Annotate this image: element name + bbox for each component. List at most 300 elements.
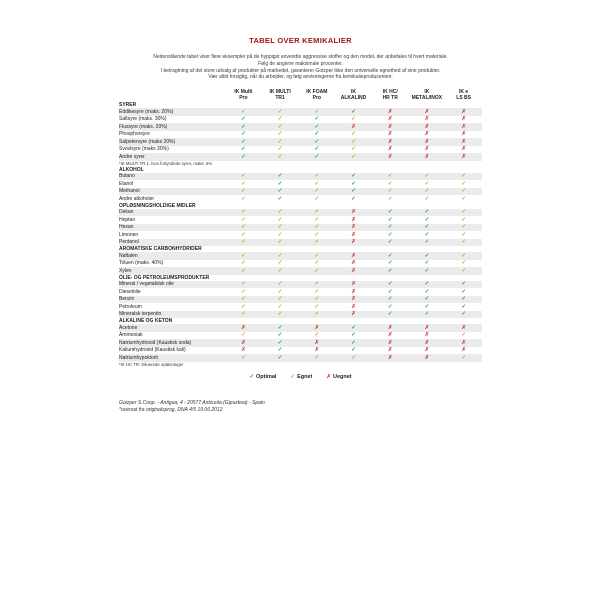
check-icon-egnet: ✓: [314, 180, 320, 187]
mark-cell: [445, 354, 482, 362]
column-header-line1: IK HC/: [382, 89, 398, 96]
row-label: Eddikesyre (maks. 20%): [119, 108, 225, 116]
mark-cell: [409, 153, 446, 161]
check-icon-egnet: ✓: [277, 311, 283, 318]
chemicals-table: [119, 89, 482, 368]
check-icon-egnet: ✓: [277, 209, 283, 216]
table-row: [119, 347, 482, 355]
x-icon-uegnet: ✗: [461, 123, 466, 130]
mark-cell: [445, 339, 482, 347]
check-icon-optimal: ✓: [277, 354, 283, 361]
check-icon-egnet: ✓: [461, 180, 466, 187]
check-icon-optimal: ✓: [241, 146, 246, 153]
x-icon-uegnet: ✗: [351, 239, 356, 246]
check-icon-optimal: ✓: [387, 216, 393, 223]
check-icon-egnet: ✓: [241, 332, 246, 339]
table-row: [119, 339, 482, 347]
intro-line-3: I betragtning af det store udvalg af produkter på markedet, garanterer Goizper ikke den universelle egnethed af sine produkter.: [160, 67, 441, 74]
x-icon-uegnet: ✗: [387, 138, 393, 145]
section-footnote: *IK HC TR: Diluerede opløsninger: [119, 362, 482, 368]
row-label: Etanol: [119, 180, 134, 187]
row-label: Flussyre (maks. 20%): [119, 123, 225, 131]
mark-cell: [409, 188, 446, 196]
mark-cell: [335, 188, 372, 196]
check-icon-optimal: ✓: [387, 260, 393, 267]
check-icon-egnet: ✓: [461, 260, 466, 267]
check-icon-optimal: ✓: [387, 239, 393, 246]
row-label: Natriumhypoklorit: [119, 354, 225, 362]
mark-cell: [298, 339, 335, 347]
x-icon-uegnet: ✗: [424, 116, 430, 123]
column-header-2: [262, 89, 299, 101]
check-icon-optimal: ✓: [314, 146, 320, 153]
check-icon-egnet: ✓: [314, 252, 320, 259]
mark-cell: [335, 260, 372, 268]
mark-cell: [335, 239, 372, 247]
check-icon-optimal: ✓: [351, 339, 356, 346]
check-icon-optimal: ✓: [461, 288, 466, 295]
mark-cell: [445, 296, 482, 304]
check-icon-egnet: ✓: [241, 231, 246, 238]
mark-cell: [409, 252, 446, 260]
mark-cell: [225, 108, 262, 116]
page-footer: [119, 400, 482, 414]
column-header-line2: METAL/INOX: [411, 95, 443, 102]
mark-cell: [409, 131, 446, 139]
check-icon-egnet: ✓: [290, 373, 296, 380]
mark-cell: [298, 239, 335, 247]
column-header-line2: Pro: [312, 95, 321, 102]
x-icon-uegnet: ✗: [387, 131, 393, 138]
mark-cell: [225, 267, 262, 275]
mark-cell: [298, 347, 335, 355]
mark-cell: [445, 131, 482, 139]
check-icon-optimal: ✓: [314, 138, 320, 145]
column-header-3: [298, 89, 335, 101]
check-icon-egnet: ✓: [314, 209, 320, 216]
legend-label: Uegnet: [332, 373, 352, 380]
table-row: [119, 224, 482, 232]
table-row: [119, 267, 482, 275]
mark-cell: [445, 209, 482, 217]
mark-cell: [262, 339, 299, 347]
check-icon-optimal: ✓: [424, 311, 430, 318]
footer-address: Goizper S.Coop. - Antigua, 4 - 20577 Antzuola (Gipuzkoa) - Spain: [119, 399, 265, 406]
mark-cell: [445, 239, 482, 247]
mark-cell: [445, 347, 482, 355]
x-icon-uegnet: ✗: [387, 153, 393, 160]
section-header: AROMATISKE CARBONHYDRIDER: [119, 246, 482, 252]
check-icon-optimal: ✓: [424, 252, 430, 259]
mark-cell: [225, 173, 262, 181]
legend-label: Egnet: [297, 373, 313, 380]
column-header-line2: LS BS: [456, 95, 471, 102]
check-icon-egnet: ✓: [387, 180, 393, 187]
x-icon-uegnet: ✗: [461, 153, 466, 160]
mark-cell: [372, 339, 409, 347]
mark-cell: [445, 123, 482, 131]
mark-cell: [262, 281, 299, 289]
row-label: Butano: [119, 173, 225, 181]
x-icon-uegnet: ✗: [424, 123, 430, 130]
mark-cell: [445, 138, 482, 146]
check-icon-egnet: ✓: [277, 267, 283, 274]
intro-line-4: Vær altid forsigtig, når du arbejder, og følg anvisningerne fra kemikalieproducenten.: [208, 74, 393, 81]
check-icon-egnet: ✓: [241, 354, 246, 361]
mark-cell: [372, 209, 409, 217]
check-icon-egnet: ✓: [351, 131, 356, 138]
check-icon-egnet: ✓: [277, 288, 283, 295]
mark-cell: [372, 138, 409, 146]
mark-cell: [372, 108, 409, 116]
check-icon-optimal: ✓: [461, 311, 466, 318]
mark-cell: [372, 354, 409, 362]
mark-cell: [335, 281, 372, 289]
mark-cell: [262, 267, 299, 275]
row-label: Andre syrer: [119, 153, 225, 161]
check-icon-egnet: ✓: [387, 188, 393, 195]
row-label: Toluen (maks. 40%): [119, 260, 164, 267]
table-row: [119, 188, 482, 196]
row-label: Methanol: [119, 188, 225, 196]
mark-cell: [225, 131, 262, 139]
row-label: Xylen: [119, 267, 225, 275]
check-icon-optimal: ✓: [424, 209, 430, 216]
row-label: Svovlsyre (maks 30%): [119, 146, 169, 153]
check-icon-optimal: ✓: [314, 116, 320, 123]
table-row: [119, 281, 482, 289]
mark-cell: [445, 116, 482, 124]
check-icon-optimal: ✓: [277, 188, 283, 195]
mark-cell: [262, 153, 299, 161]
mark-cell: [372, 188, 409, 196]
mark-cell: [262, 123, 299, 131]
header-corner: [119, 89, 225, 101]
mark-cell: [262, 209, 299, 217]
mark-cell: [225, 252, 262, 260]
check-icon-egnet: ✓: [314, 173, 320, 180]
check-icon-egnet: ✓: [314, 239, 320, 246]
check-icon-optimal: ✓: [314, 153, 320, 160]
mark-cell: [262, 188, 299, 196]
column-header-4: [335, 89, 372, 101]
mark-cell: [445, 267, 482, 275]
x-icon-uegnet: ✗: [461, 347, 466, 354]
x-icon-uegnet: ✗: [424, 332, 430, 339]
mark-cell: [262, 116, 299, 124]
x-icon-uegnet: ✗: [387, 332, 393, 339]
mark-cell: [445, 231, 482, 239]
mark-cell: [335, 296, 372, 304]
mark-cell: [335, 173, 372, 181]
mark-cell: [298, 296, 335, 304]
check-icon-optimal: ✓: [461, 296, 466, 303]
x-icon-uegnet: ✗: [387, 123, 393, 130]
check-icon-egnet: ✓: [277, 252, 283, 259]
mark-cell: [445, 224, 482, 232]
check-icon-egnet: ✓: [277, 296, 283, 303]
check-icon-egnet: ✓: [241, 281, 246, 288]
mark-cell: [445, 303, 482, 311]
check-icon-optimal: ✓: [241, 116, 246, 123]
mark-cell: [225, 216, 262, 224]
mark-cell: [335, 153, 372, 161]
mark-cell: [409, 347, 446, 355]
mark-cell: [445, 252, 482, 260]
x-icon-uegnet: ✗: [241, 339, 246, 346]
table-row: [119, 288, 482, 296]
check-icon-optimal: ✓: [277, 347, 283, 354]
x-icon-uegnet: ✗: [424, 347, 430, 354]
table-row: [119, 108, 482, 116]
x-icon-uegnet: ✗: [241, 347, 246, 354]
mark-cell: [409, 180, 446, 188]
x-icon-uegnet: ✗: [461, 108, 466, 115]
mark-cell: [298, 216, 335, 224]
row-label: Acetone: [119, 324, 225, 332]
check-icon-optimal: ✓: [387, 209, 393, 216]
mark-cell: [335, 311, 372, 319]
table-row: [119, 116, 482, 124]
check-icon-egnet: ✓: [461, 216, 466, 223]
check-icon-optimal: ✓: [351, 173, 356, 180]
mark-cell: [298, 260, 335, 268]
check-icon-egnet: ✓: [461, 354, 466, 361]
mark-cell: [335, 216, 372, 224]
check-icon-egnet: ✓: [241, 224, 246, 231]
x-icon-uegnet: ✗: [314, 339, 320, 346]
mark-cell: [225, 153, 262, 161]
x-icon-uegnet: ✗: [351, 311, 356, 318]
check-icon-egnet: ✓: [461, 252, 466, 259]
row-label: Ammoniak: [119, 332, 143, 339]
row-label: Natriumhydroxid (Kaustisk soda): [119, 339, 225, 347]
x-icon-uegnet: ✗: [461, 339, 466, 346]
mark-cell: [409, 332, 446, 340]
mark-cell: [445, 173, 482, 181]
mark-cell: [225, 180, 262, 188]
mark-cell: [298, 303, 335, 311]
mark-cell: [298, 123, 335, 131]
check-icon-egnet: ✓: [461, 332, 466, 339]
check-icon-egnet: ✓: [424, 195, 430, 202]
check-icon-egnet: ✓: [277, 231, 283, 238]
mark-cell: [372, 252, 409, 260]
check-icon-egnet: ✓: [241, 252, 246, 259]
mark-cell: [262, 231, 299, 239]
mark-cell: [298, 209, 335, 217]
check-icon-egnet: ✓: [277, 260, 283, 267]
check-icon-optimal: ✓: [277, 339, 283, 346]
x-icon-uegnet: ✗: [461, 324, 466, 331]
mark-cell: [225, 354, 262, 362]
check-icon-optimal: ✓: [277, 332, 283, 339]
check-icon-optimal: ✓: [387, 311, 393, 318]
check-icon-egnet: ✓: [314, 231, 320, 238]
mark-cell: [298, 173, 335, 181]
x-icon-uegnet: ✗: [424, 146, 430, 153]
row-label: Heptan: [119, 216, 136, 223]
column-header-line2: HR TR: [382, 95, 398, 102]
mark-cell: [262, 354, 299, 362]
x-icon-uegnet: ✗: [387, 116, 393, 123]
mark-cell: [298, 354, 335, 362]
mark-cell: [262, 224, 299, 232]
x-icon-uegnet: ✗: [351, 252, 356, 259]
section-header: SYRER: [119, 101, 482, 108]
mark-cell: [372, 332, 409, 340]
check-icon-egnet: ✓: [314, 311, 320, 318]
check-icon-egnet: ✓: [314, 296, 320, 303]
mark-cell: [298, 138, 335, 146]
table-row: [119, 324, 482, 332]
mark-cell: [335, 231, 372, 239]
legend-label: Optimal: [255, 373, 277, 380]
x-icon-uegnet: ✗: [351, 281, 356, 288]
check-icon-optimal: ✓: [351, 347, 356, 354]
mark-cell: [409, 216, 446, 224]
row-label: Andre alkoholer: [119, 195, 155, 202]
check-icon-egnet: ✓: [277, 281, 283, 288]
mark-cell: [372, 281, 409, 289]
check-icon-optimal: ✓: [424, 231, 430, 238]
check-icon-egnet: ✓: [461, 195, 466, 202]
x-icon-uegnet: ✗: [387, 347, 393, 354]
check-icon-egnet: ✓: [277, 108, 283, 115]
mark-cell: [445, 153, 482, 161]
mark-cell: [298, 188, 335, 196]
mark-cell: [335, 180, 372, 188]
mark-cell: [445, 332, 482, 340]
mark-cell: [445, 324, 482, 332]
check-icon-optimal: ✓: [424, 267, 430, 274]
mark-cell: [372, 195, 409, 203]
mark-cell: [298, 252, 335, 260]
mark-cell: [298, 108, 335, 116]
legend: [119, 374, 482, 380]
row-label: Mineral / vegetabilsk olie: [119, 281, 225, 289]
x-icon-uegnet: ✗: [351, 267, 356, 274]
check-icon-optimal: ✓: [241, 138, 246, 145]
mark-cell: [372, 123, 409, 131]
mark-cell: [298, 153, 335, 161]
check-icon-egnet: ✓: [424, 173, 430, 180]
mark-cell: [298, 267, 335, 275]
mark-cell: [225, 138, 262, 146]
mark-cell: [335, 347, 372, 355]
row-label: Naftalen: [119, 252, 225, 260]
mark-cell: [225, 146, 262, 154]
check-icon-optimal: ✓: [424, 260, 430, 267]
mark-cell: [298, 131, 335, 139]
mark-cell: [445, 311, 482, 319]
mark-cell: [225, 324, 262, 332]
mark-cell: [372, 224, 409, 232]
table-row: [119, 311, 482, 319]
check-icon-egnet: ✓: [314, 108, 320, 115]
mark-cell: [298, 116, 335, 124]
mark-cell: [445, 281, 482, 289]
x-icon-uegnet: ✗: [351, 224, 356, 231]
mark-cell: [335, 288, 372, 296]
x-icon-uegnet: ✗: [424, 131, 430, 138]
check-icon-egnet: ✓: [241, 267, 246, 274]
mark-cell: [298, 324, 335, 332]
mark-cell: [445, 216, 482, 224]
mark-cell: [225, 311, 262, 319]
x-icon-uegnet: ✗: [351, 231, 356, 238]
mark-cell: [409, 195, 446, 203]
legend-item: [326, 374, 351, 380]
table-row: [119, 296, 482, 304]
page-content: [119, 36, 482, 414]
table-row: [119, 260, 482, 268]
mark-cell: [445, 180, 482, 188]
row-label: Saltsyre (maks. 30%): [119, 116, 167, 123]
x-icon-uegnet: ✗: [387, 339, 393, 346]
mark-cell: [445, 146, 482, 154]
mark-cell: [335, 123, 372, 131]
check-icon-egnet: ✓: [351, 153, 356, 160]
mark-cell: [409, 324, 446, 332]
check-icon-egnet: ✓: [277, 123, 283, 130]
check-icon-egnet: ✓: [241, 260, 246, 267]
mark-cell: [372, 347, 409, 355]
mark-cell: [335, 267, 372, 275]
column-header-line1: IK Multi: [234, 89, 253, 96]
x-icon-uegnet: ✗: [351, 288, 356, 295]
footer-translation-note: *oversat fra originalsprog, DNA 4/5 19.06.2012: [119, 406, 223, 413]
check-icon-egnet: ✓: [314, 303, 320, 310]
mark-cell: [409, 108, 446, 116]
mark-cell: [335, 138, 372, 146]
mark-cell: [372, 180, 409, 188]
check-icon-egnet: ✓: [241, 239, 246, 246]
mark-cell: [298, 281, 335, 289]
mark-cell: [262, 303, 299, 311]
check-icon-optimal: ✓: [351, 108, 356, 115]
section-header: ALKALINE OG KETON: [119, 318, 482, 324]
page-title: TABEL OVER KEMIKALIER: [249, 36, 352, 45]
mark-cell: [372, 260, 409, 268]
mark-cell: [409, 281, 446, 289]
check-icon-optimal: ✓: [461, 303, 466, 310]
mark-cell: [372, 146, 409, 154]
mark-cell: [298, 311, 335, 319]
row-label: Dieselolie: [119, 288, 141, 295]
table-row: [119, 209, 482, 217]
check-icon-egnet: ✓: [314, 281, 320, 288]
x-icon-uegnet: ✗: [387, 108, 393, 115]
mark-cell: [409, 138, 446, 146]
check-icon-egnet: ✓: [461, 173, 466, 180]
x-icon-uegnet: ✗: [424, 324, 430, 331]
check-icon-optimal: ✓: [387, 288, 393, 295]
table-row: [119, 303, 482, 311]
check-icon-egnet: ✓: [277, 216, 283, 223]
check-icon-egnet: ✓: [351, 116, 356, 123]
mark-cell: [335, 146, 372, 154]
check-icon-egnet: ✓: [241, 108, 246, 115]
check-icon-optimal: ✓: [424, 216, 430, 223]
check-icon-optimal: ✓: [351, 324, 356, 331]
check-icon-optimal: ✓: [461, 281, 466, 288]
x-icon-uegnet: ✗: [351, 296, 356, 303]
check-icon-egnet: ✓: [277, 224, 283, 231]
mark-cell: [409, 146, 446, 154]
mark-cell: [262, 131, 299, 139]
check-icon-egnet: ✓: [461, 188, 466, 195]
